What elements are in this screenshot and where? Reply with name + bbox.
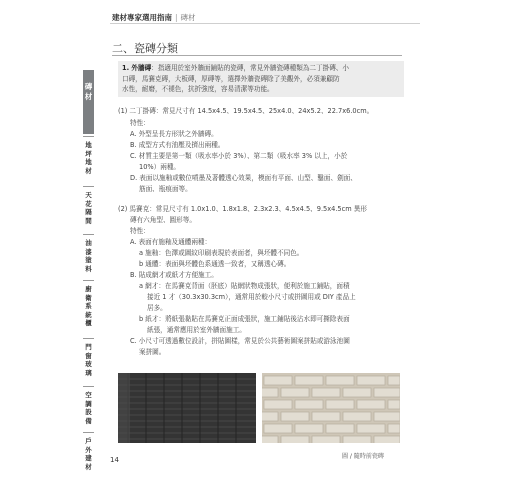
title-rule xyxy=(112,55,402,56)
sidebar-item-label: 空調設備 xyxy=(85,391,92,425)
sidebar-item-label: 戶外建材 xyxy=(85,437,92,471)
intro-line: 水性，耐磨，不褪色，抗折強度，容易清潔等功能。 xyxy=(122,85,274,93)
sidebar-item-hvac[interactable] xyxy=(83,386,94,431)
item2-b: B. 貼成網才或紙才方便施工。 xyxy=(130,271,218,279)
book-title: 建材專家選用指南 xyxy=(112,13,172,22)
item1-d-cont: 筋面、瓶痕面等。 xyxy=(139,185,192,193)
sidebar-item-label: 油漆塗料 xyxy=(85,239,92,273)
brick-tile-pattern xyxy=(262,373,400,443)
sidebar-active-label: 磚材 xyxy=(84,82,93,101)
intro-line: 口磚，馬賽克磚，大板磚，厚磚等，選擇外牆瓷磚除了美觀外，必須兼顧防 xyxy=(122,74,340,83)
item1-features-label: 特性： xyxy=(130,119,150,127)
photo-brick-tiles xyxy=(262,373,400,443)
sidebar-item-paint[interactable] xyxy=(83,234,94,279)
sidebar-item-ceiling[interactable] xyxy=(83,186,94,233)
item2-c-cont: 案拼圖。 xyxy=(139,348,166,356)
intro-line: ：指適用於室外牆面鋪貼的瓷磚，常見外牆瓷磚種類為二丁掛磚、小 xyxy=(151,64,349,72)
sidebar-item-doors-glass[interactable] xyxy=(83,338,94,385)
item1-d: D. 表面以施釉或數位噴墨及著體透心效果，模面有平面、山型、鑿面、劍面、 xyxy=(130,174,357,182)
item1-c: C. 材質主要是第一類（吸水率小於 3%）、第二類（吸水率 3% 以上，小於 xyxy=(130,152,348,160)
item2-c: C. 小尺寸可透過數位設計，拼貼圖樣，常見於公共藝術圖案拼貼或游泳池圖 xyxy=(130,337,350,345)
sidebar-item-flooring[interactable] xyxy=(83,136,94,185)
section-title: 二、瓷磚分類 xyxy=(112,42,178,55)
intro-box xyxy=(118,61,404,97)
intro-term: 1. 外牆磚 xyxy=(122,64,152,72)
header-rule xyxy=(110,23,420,24)
photo-caption: 圖 / 隨時前瓷磚 xyxy=(342,453,384,460)
item2-b-b: b 紙才：將紙張黏貼在馬賽克正面成張狀，施工鋪貼後沾水即可撕除表面 xyxy=(139,315,350,323)
item1-c-cont: 10%）兩種。 xyxy=(139,163,181,171)
sidebar-item-label: 天花隔間 xyxy=(85,191,92,225)
sidebar-active-tab[interactable] xyxy=(83,70,94,134)
sidebar-item-kitchen-bath[interactable] xyxy=(83,280,94,337)
page-number: 14 xyxy=(110,456,119,464)
item2-a-b: b 通體：表面與坯體色系通透一致者，又稱透心磚。 xyxy=(139,260,291,268)
sidebar-item-label: 廚衛系統櫃 xyxy=(85,285,92,327)
chapter-name: 磚材 xyxy=(180,13,196,22)
item2-a-a: a 施釉：色澤或圖紋印刷表現於表面者，與坯體不同色。 xyxy=(139,249,304,257)
dark-tile-pattern xyxy=(118,373,256,443)
photo-dark-tiles xyxy=(118,373,256,443)
item2-b-a-cont: 居多。 xyxy=(147,304,167,312)
item2-heading-cont: 磚有六角型、圓形等。 xyxy=(130,216,196,224)
sidebar-item-outdoor[interactable] xyxy=(83,432,94,479)
item1-heading: (1) 二丁掛磚：常見尺寸有 14.5x4.5、19.5x4.5、25x4.0、24x5.2、22.7x6.0cm。 xyxy=(118,107,374,115)
running-header xyxy=(112,12,196,23)
header-separator: | xyxy=(175,13,178,22)
item2-a: A. 表面有施釉及通體兩種： xyxy=(130,238,212,246)
sidebar-item-label: 門窗玻璃 xyxy=(85,343,92,377)
item2-b-a-cont: 接近 1 才（30.3x30.3cm），通常用於較小尺寸或拼圖用或 DIY 產品上 xyxy=(147,293,356,301)
item2-heading: (2) 馬賽克：常見尺寸有 1.0x1.0、1.8x1.8、2.3x2.3、4.5x4.5、9.5x4.5cm 異形 xyxy=(118,205,367,213)
item2-features-label: 特性： xyxy=(130,227,150,235)
item2-b-b-cont: 紙張，通常應用於室外牆面施工。 xyxy=(147,326,246,334)
sidebar-item-label: 地坪地材 xyxy=(85,141,92,175)
item2-b-a: a 網才：在馬賽克背面（胚底）貼網狀物成張狀，便利於施工鋪貼，面積 xyxy=(139,282,350,290)
item1-a: A. 外型呈長方形狀之外牆磚。 xyxy=(130,130,218,138)
item1-b: B. 成型方式有油壓及擠出兩種。 xyxy=(130,141,225,149)
